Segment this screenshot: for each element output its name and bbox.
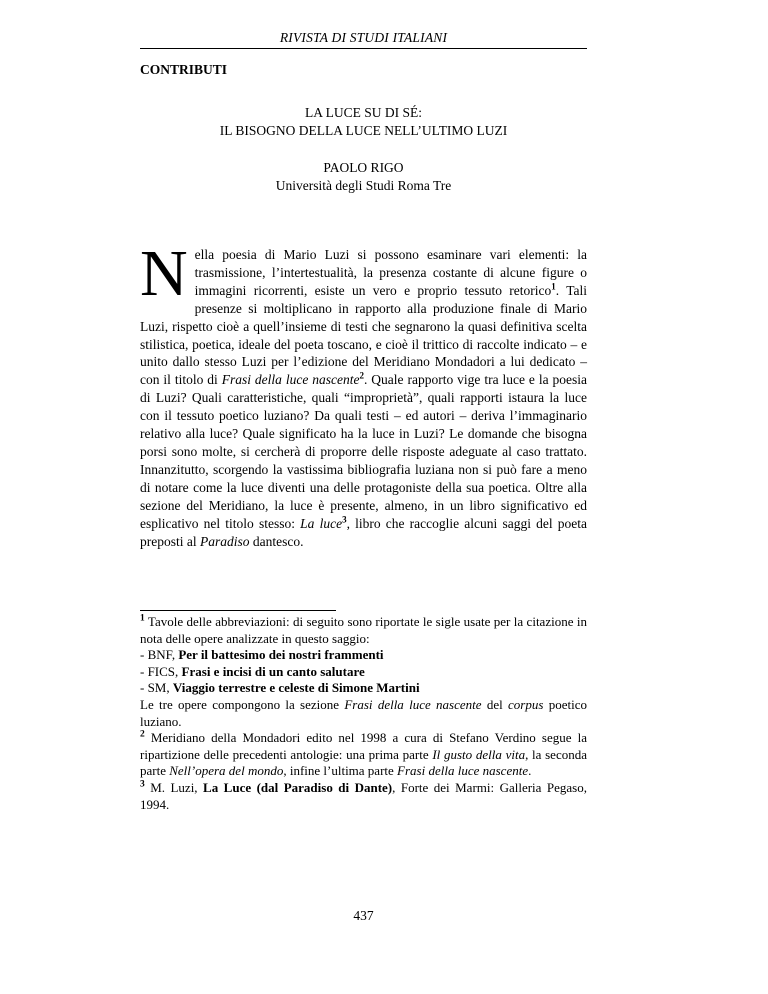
body-segment-5: dantesco. [249, 533, 304, 549]
body-italic-title-2: La luce [300, 515, 343, 531]
footnote-1-item-sm [140, 680, 587, 697]
body-segment-4: , libro che raccoglie alcuni saggi del poeta preposti al [140, 515, 588, 549]
footnote-1-item-fics [140, 664, 587, 681]
footnote-ref-2[interactable]: 2 [359, 370, 364, 381]
work-title-fics: Frasi e incisi di un canto salutare [181, 663, 365, 679]
footnote-1-closing [140, 697, 587, 730]
footnote-1-closing-italic-1: Frasi della luce nascente [344, 696, 482, 712]
footnote-3-text-b: , Forte dei Marmi: Galleria Pegaso, 1994. [140, 779, 587, 812]
footnote-1-closing-c: poetico luziano. [140, 696, 587, 729]
footnote-ref-1[interactable]: 1 [551, 281, 556, 292]
body-italic-title-1: Frasi della luce nascente [221, 372, 360, 388]
footnote-2-text-c: , infine l’ultima parte [283, 763, 398, 779]
footnote-1-number: 1 [140, 613, 145, 624]
header-rule [140, 48, 587, 49]
body-paragraph [140, 237, 588, 550]
title-line-2: IL BISOGNO DELLA LUCE NELL’ULTIMO LUZI [219, 123, 508, 138]
author-block [140, 159, 587, 195]
footnote-1-closing-b: del [481, 696, 509, 712]
work-title-bnf: Per il battesimo dei nostri frammenti [178, 647, 384, 663]
footnote-2-text-a: Meridiano della Mondadori edito nel 1998 a cura di Stefano Verdino segue la ripartizione delle precedenti antologie: una prima parte [140, 730, 587, 762]
footnote-ref-3[interactable]: 3 [342, 514, 347, 525]
abbr-fics: - FICS, [140, 663, 182, 679]
drop-cap: N [140, 237, 188, 310]
running-head: RIVISTA DI STUDI ITALIANI [279, 30, 448, 45]
title-line-1: LA LUCE SU DI SÉ: [304, 105, 422, 120]
footnote-1-closing-italic-2: corpus [508, 696, 544, 712]
author-name: PAOLO RIGO [323, 160, 404, 175]
footnote-2-italic-3: Frasi della luce nascente [397, 763, 529, 779]
footnotes [140, 614, 587, 813]
footnote-2-italic-1: Il gusto della vita [432, 746, 526, 762]
footnote-1-intro [140, 614, 587, 647]
footnote-2-text-b: , la seconda parte [140, 746, 587, 779]
footnote-1-item-bnf [140, 647, 587, 664]
body-segment-2: . Tali presenze si moltiplicano in rapporto alla produzione finale di Mario Luzi, rispetto cioè a quell’insieme di testi che segnarono la quasi definitiva scelta stilistica, poetica, ideale del poeta toscano, e cioè il trittico di raccolte indicato – e unito dallo stesso Luzi per l’edizione del Meridiano Mondadori a lui dedicato – con il titolo di [140, 282, 587, 388]
author-affiliation: Università degli Studi Roma Tre [275, 178, 452, 193]
work-title-sm: Viaggio terrestre e celeste di Simone Martini [172, 680, 420, 696]
body-segment-1: ella poesia di Mario Luzi si possono esaminare vari elementi: la trasmissione, l’intertestualità, la presenza costante di alcune figure o immagini ricorrenti, esiste un vero e proprio tessuto retorico [194, 247, 587, 298]
footnote-1-closing-a: Le tre opere compongono la sezione [140, 696, 345, 712]
footnote-3-number: 3 [140, 779, 145, 790]
footnote-2-number: 2 [140, 729, 145, 740]
abbr-bnf: - BNF, [140, 647, 179, 663]
footnote-1 [140, 614, 587, 730]
footnote-2-text-d: . [528, 763, 532, 779]
body-segment-3: . Quale rapporto vige tra luce e la poesia di Luzi? Quali caratteristiche, quali “improprietà”, quali rapporti istaura la luce con il tessuto poetico luziano? Da quali testi – ed autori – deriva l’immaginario relativo alla luce? Quale significato ha la luce in Luzi? Le domande che bisogna porsi sono molte, si cercherà di proporre delle risposte adeguate al caso trattato. Innanzitutto, scorgendo la vastissima bibliografia luziana non si può fare a meno di notare come la luce diventi una delle protagoniste della sua poetica. Oltre alla sezione del Meridiano, la luce è presente, almeno, in un libro significativo ed esplicativo nel titolo stesso: [140, 372, 587, 531]
footnote-3-bold-title: La Luce (dal Paradiso di Dante) [203, 779, 393, 795]
article-title [140, 104, 587, 140]
footnote-2 [140, 730, 587, 780]
footnote-rule [140, 610, 336, 611]
body-italic-title-3: Paradiso [200, 533, 250, 549]
abbr-sm: - SM, [140, 680, 173, 696]
footnote-2-italic-2: Nell’opera del mondo [169, 763, 284, 779]
page-number: 437 [353, 908, 374, 923]
footnote-3 [140, 780, 587, 813]
footnote-1-intro-text: Tavole delle abbreviazioni: di seguito sono riportate le sigle usate per la citazione in nota delle opere analizzate in questo saggio: [140, 614, 587, 646]
section-label: CONTRIBUTI [140, 62, 228, 77]
footnote-3-text-a: M. Luzi, [144, 779, 204, 795]
